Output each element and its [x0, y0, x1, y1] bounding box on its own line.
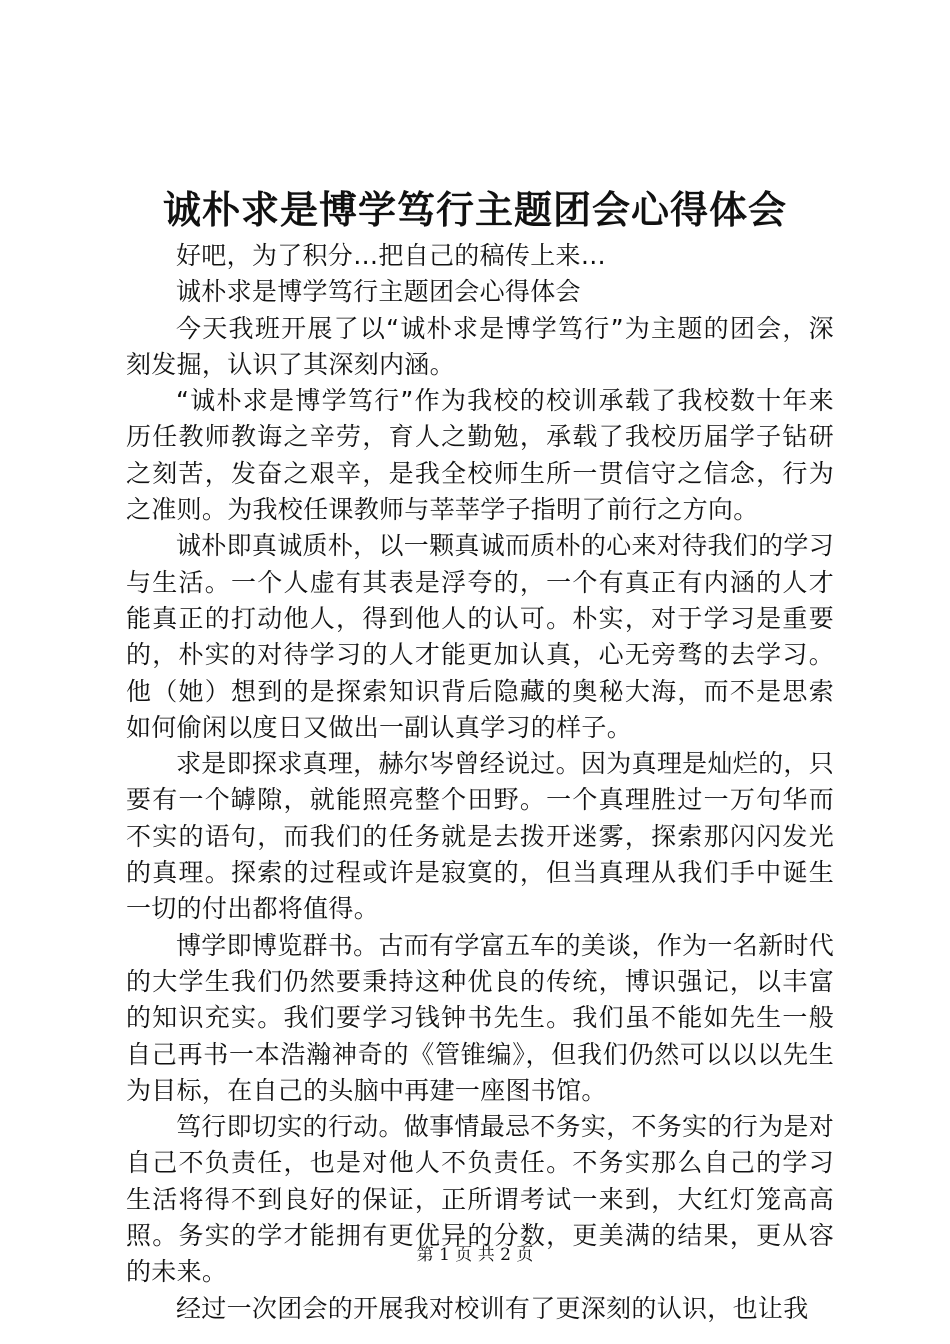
- paragraph: 经过一次团会的开展我对校训有了更深刻的认识，也让我: [176, 1293, 809, 1323]
- paragraph: 好吧，为了积分…把自己的稿传上来…: [176, 241, 607, 270]
- paragraph: 笃行即切实的行动。做事情最忌不务实，不务实的行为是对自己不负责任，也是对他人不负责任。不务实那么自己的学习生活将得不到良好的保证，正所谓考试一来到，大红灯笼高高照。务实的学才能拥有更优异的分数，更美满的结果，更从容的未来。: [126, 1112, 834, 1287]
- page-number-footer: 第 1 页 共 2 页: [416, 1245, 534, 1265]
- paragraph: 求是即探求真理，赫尔岑曾经说过。因为真理是灿烂的，只要有一个罅隙，就能照亮整个田野。一个真理胜过一万句华而不实的语句，而我们的任务就是去拨开迷雾，探索那闪闪发光的真理。探索的过程或许是寂寞的，但当真理从我们手中诞生一切的付出都将值得。: [126, 749, 834, 924]
- paragraph: 博学即博览群书。古而有学富五车的美谈，作为一名新时代的大学生我们仍然要秉持这种优良的传统，博识强记，以丰富的知识充实。我们要学习钱钟书先生。我们虽不能如先生一般自己再书一本浩瀚神奇的《管锥编》，但我们仍然可以以以先生为目标，在自己的头脑中再建一座图书馆。: [126, 930, 834, 1105]
- paragraph: 今天我班开展了以“诚朴求是博学笃行”为主题的团会，深刻发掘，认识了其深刻内涵。: [126, 313, 834, 379]
- paragraph: “诚朴求是博学笃行”作为我校的校训承载了我校数十年来历任教师教诲之辛劳，育人之勤勉，承载了我校历届学子钻研之刻苦，发奋之艰辛，是我全校师生所一贯信守之信念，行为之准则。为我校任课教师与莘莘学子指明了前行之方向。: [126, 386, 834, 525]
- document-body: [126, 238, 834, 1327]
- document-title: 诚朴求是博学笃行主题团会心得体会: [162, 187, 787, 232]
- paragraph: 诚朴即真诚质朴，以一颗真诚而质朴的心来对待我们的学习与生活。一个人虚有其表是浮夸的，一个有真正有内涵的人才能真正的打动他人，得到他人的认可。朴实，对于学习是重要的，朴实的对待学习的人才能更加认真，心无旁骛的去学习。他（她）想到的是探索知识背后隐藏的奥秘大海，而不是思索如何偷闲以度日又做出一副认真学习的样子。: [126, 531, 834, 742]
- paragraph: 诚朴求是博学笃行主题团会心得体会: [176, 277, 581, 307]
